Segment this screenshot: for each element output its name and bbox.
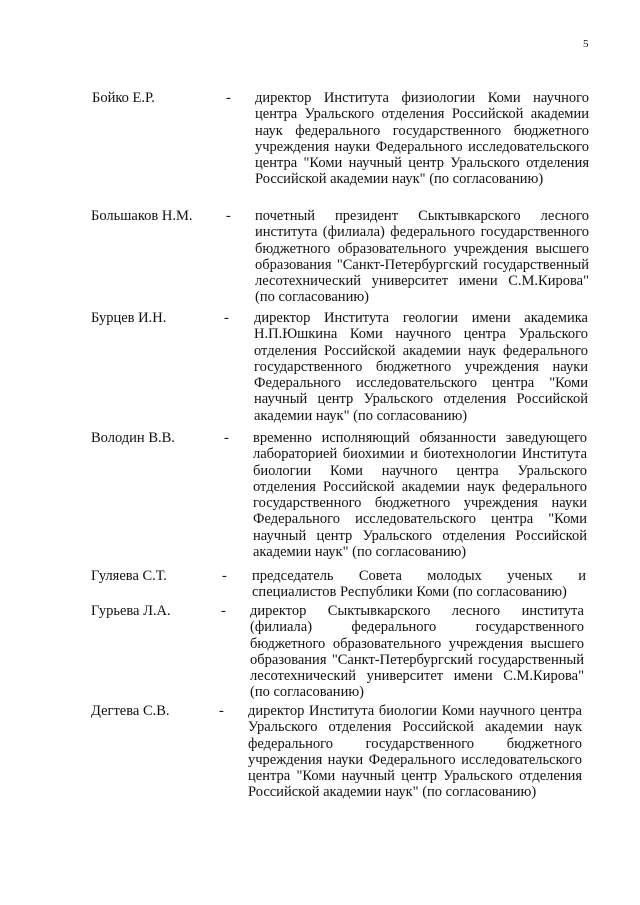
member-description: директор Института физиологии Коми научного центра Уральского отделения Российской академии наук федерального государственного бюджетного учреждения науки Федерального исследовательского центра "Коми научный центр Уральского отделения Российской академии наук" (по согласованию) [255,90,589,188]
member-dash: - [221,603,226,619]
member-description: директор Института геологии имени академика Н.П.Юшкина Коми научного центра Уральского отделения Российской академии наук федерального государственного бюджетного учреждения науки Федерального исследовательского центра "Коми научный центр Уральского отделения Российской академии наук" (по согласованию) [254,310,588,424]
member-name: Большаков Н.М. [91,208,193,224]
member-dash: - [222,568,227,584]
member-dash: - [219,703,224,719]
member-dash: - [226,208,231,224]
member-description: временно исполняющий обязанности заведующего лабораторией биохимии и биотехнологии Института биологии Коми научного центра Уральского отделения Российской академии наук федерального государственного бюджетного учреждения науки Федерального исследовательского центра "Коми научный центр Уральского отделения Российской академии наук" (по согласованию) [253,430,587,561]
member-name: Бурцев И.Н. [91,310,167,326]
member-name: Гурьева Л.А. [91,603,171,619]
page-number: 5 [583,38,589,50]
member-dash: - [224,430,229,446]
member-description: директор Сыктывкарского лесного института (филиала) федерального государственного бюджетного образовательного учреждения высшего образования "Санкт-Петербургский государственный лесотехнический университет имени С.М.Кирова" (по согласованию) [250,603,584,701]
member-description: почетный президент Сыктывкарского лесного института (филиала) федерального государственного бюджетного образовательного учреждения высшего образования "Санкт-Петербургский государственный лесотехнический университет имени С.М.Кирова" (по согласованию) [255,208,589,306]
member-name: Дегтева С.В. [91,703,170,719]
member-dash: - [224,310,229,326]
member-dash: - [226,90,231,106]
member-description: председатель Совета молодых ученых и специалистов Республики Коми (по согласованию) [252,568,586,601]
member-name: Володин В.В. [91,430,175,446]
member-description: директор Института биологии Коми научного центра Уральского отделения Российской академии наук федерального государственного бюджетного учреждения науки Федерального исследовательского центра "Коми научный центр Уральского отделения Российской академии наук" (по согласованию) [248,703,582,801]
member-name: Гуляева С.Т. [91,568,167,584]
member-name: Бойко Е.Р. [92,90,155,106]
